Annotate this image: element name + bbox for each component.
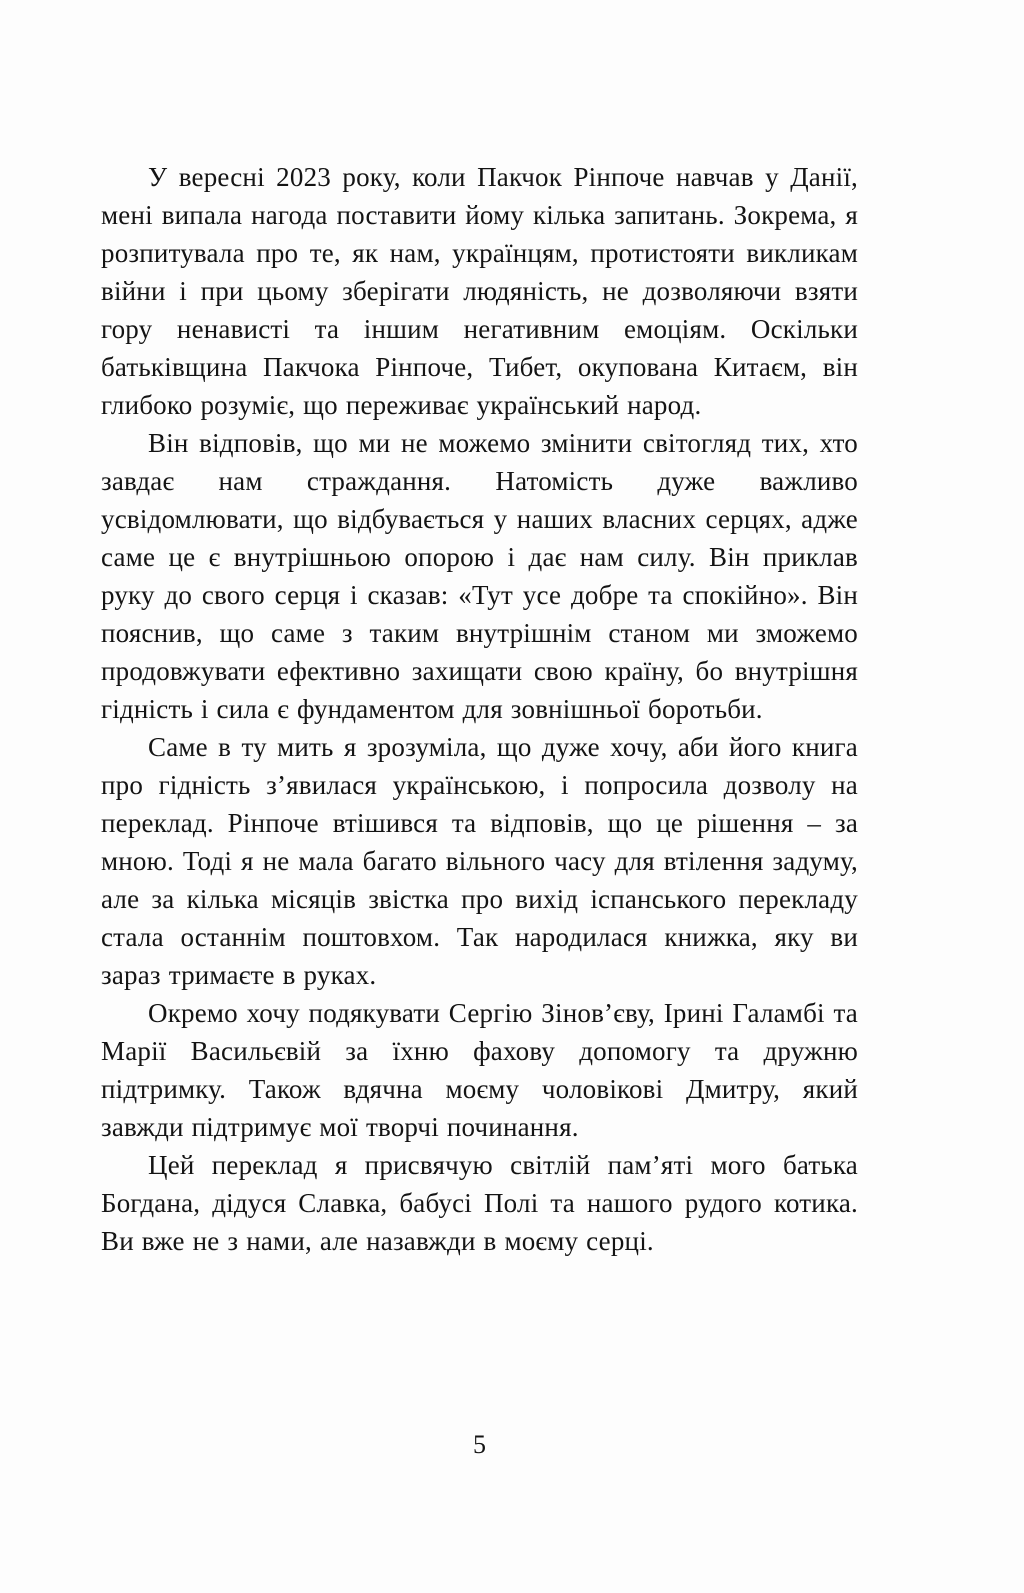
- paragraph-3: Саме в ту мить я зрозуміла, що дуже хочу, аби його книга про гідність з’явилася українською, і попросила дозволу на переклад. Рінпоче втішився та відповів, що це рішення – за мною. Тоді я не мала багато вільного часу для втілення задуму, але за кілька місяців звістка про вихід іспанського перекладу стала останнім поштовхом. Так народилася книжка, яку ви зараз тримаєте в руках.: [101, 732, 858, 990]
- text-block: [101, 158, 858, 1260]
- paragraph-4: Окремо хочу подякувати Сергію Зінов’єву, Ірині Галамбі та Марії Васильєвій за їхню фахову допомогу та дружню підтримку. Також вдячна моєму чоловікові Дмитру, який завжди підтримує мої творчі починання.: [101, 998, 858, 1142]
- paragraph-2: Він відповів, що ми не можемо змінити світогляд тих, хто завдає нам страждання. Натомість дуже важливо усвідомлювати, що відбувається у наших власних серцях, адже саме це є внутрішньою опорою і дає нам силу. Він приклав руку до свого серця і сказав: «Тут усе добре та спокійно». Він пояснив, що саме з таким внутрішнім станом ми зможемо продовжувати ефективно захищати свою країну, бо внутрішня гідність і сила є фундаментом для зовнішньої боротьби.: [101, 428, 858, 724]
- page-number: 5: [473, 1430, 486, 1459]
- paragraph-5: Цей переклад я присвячую світлій пам’яті мого батька Богдана, дідуся Славка, бабусі Полі та нашого рудого котика. Ви вже не з нами, але назавжди в моєму серці.: [101, 1150, 858, 1256]
- paragraph-1: У вересні 2023 року, коли Пакчок Рінпоче навчав у Данії, мені випала нагода поставити йому кілька запитань. Зокрема, я розпитувала про те, як нам, українцям, протистояти викликам війни і при цьому зберігати людяність, не дозволяючи взяти гору ненависті та іншим негативним емоціям. Оскільки батьківщина Пакчока Рінпоче, Тибет, окупована Китаєм, він глибоко розуміє, що переживає український народ.: [101, 162, 858, 420]
